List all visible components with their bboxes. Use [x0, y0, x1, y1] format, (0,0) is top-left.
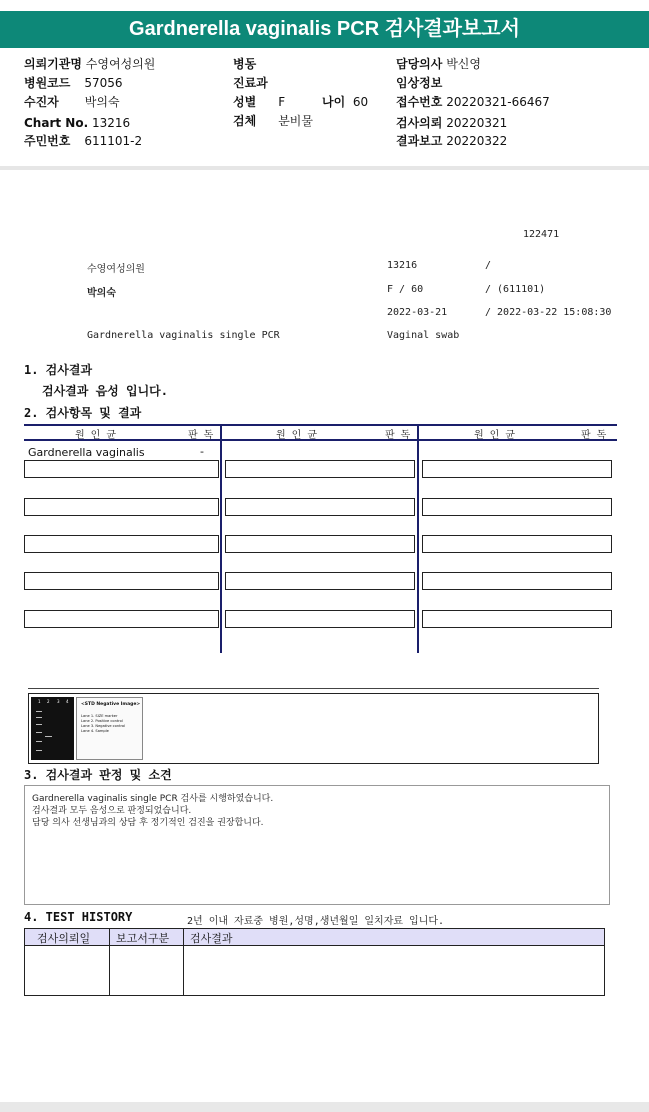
result-cell: [422, 610, 612, 628]
col1-reading-header: 판 독: [188, 430, 214, 441]
info-slash: /: [485, 260, 492, 271]
info-chart: 13216: [387, 260, 418, 271]
result-cell: [225, 610, 415, 628]
header-separator: [0, 166, 649, 170]
col2-reading-header: 판 독: [385, 430, 411, 441]
info-specimen: Vaginal swab: [387, 330, 460, 341]
report-id: 122471: [523, 229, 560, 240]
col1-organism-header: 원 인 균: [75, 430, 117, 441]
gel-top-rule: [28, 688, 599, 689]
history-table-right-border: [604, 928, 605, 996]
result-cell: [225, 535, 415, 553]
footer-bar: [0, 1102, 649, 1112]
gel-band: [36, 741, 42, 742]
result-cell: [225, 498, 415, 516]
results-table-divider-1: [220, 424, 222, 653]
info-date-reported: / 2022-03-22 15:08:30: [485, 307, 612, 318]
info-patient: 박의숙: [87, 288, 116, 299]
history-col-request-date: 검사의뢰일: [37, 932, 91, 945]
history-table-bottom-border: [24, 995, 605, 996]
result-cell: [422, 460, 612, 478]
result-cell: [24, 610, 219, 628]
gel-photo: [31, 697, 74, 760]
info-test-name: Gardnerella vaginalis single PCR: [87, 330, 280, 341]
result-cell: [24, 460, 219, 478]
gel-band: [36, 724, 42, 725]
header-specimen: 검체 분비물: [233, 114, 313, 128]
result-cell: [24, 498, 219, 516]
history-table-divider-2: [183, 928, 184, 996]
gel-band: [45, 736, 52, 737]
gel-legend-line-2: Lane 2. Positive control: [81, 719, 123, 723]
history-table-header: [24, 928, 605, 946]
gel-legend-line-1: Lane 1. SIZE marker: [81, 714, 118, 718]
gel-legend-line-3: Lane 3. Negative control: [81, 724, 126, 728]
col3-organism-header: 원 인 균: [474, 430, 516, 441]
gel-lane-2: 2: [47, 699, 50, 704]
header-institution: 의뢰기관명 수영여성의원: [24, 57, 156, 71]
col3-reading-header: 판 독: [581, 430, 607, 441]
header-receipt-no: 접수번호 20220321-66467: [396, 95, 550, 109]
col2-organism-header: 원 인 균: [276, 430, 318, 441]
gel-band: [36, 750, 42, 751]
results-table-divider-2: [417, 424, 419, 653]
section-2-title: 2. 검사항목 및 결과: [24, 406, 142, 420]
result-cell: [24, 572, 219, 590]
gel-lane-1: 1: [38, 699, 41, 704]
result-cell: [422, 535, 612, 553]
gel-legend: [76, 697, 143, 760]
history-col-report-type: 보고서구분: [116, 932, 170, 945]
result-cell: [24, 535, 219, 553]
history-table: [24, 928, 605, 996]
info-sex-age: F / 60: [387, 284, 424, 295]
section-4-title: 4. TEST HISTORY: [24, 910, 133, 924]
header-hospital-code: 병원코드 57056: [24, 76, 123, 90]
gel-band: [36, 711, 42, 712]
reading-gardnerella: -: [200, 445, 204, 458]
header-clinical-info: 임상정보: [396, 76, 443, 90]
result-cell: [422, 498, 612, 516]
history-note: 2년 이내 자료중 병원,성명,생년월일 일치자료 입니다.: [187, 916, 445, 927]
organism-gardnerella: Gardnerella vaginalis: [28, 446, 145, 459]
result-cell: [225, 572, 415, 590]
info-date-requested: 2022-03-21: [387, 307, 448, 318]
header-resident-no: 주민번호 611101-2: [24, 134, 143, 148]
header-patient: 수진자 박의숙: [24, 95, 120, 109]
opinion-line-1: Gardnerella vaginalis single PCR 검사를 시행하였습니다.: [32, 794, 274, 804]
section-3-title: 3. 검사결과 판정 및 소견: [24, 768, 172, 782]
info-birth: / (611101): [485, 284, 546, 295]
gel-legend-title: <STD Negative Image>: [81, 702, 141, 707]
opinion-line-2: 검사결과 모두 음성으로 판정되었습니다.: [32, 806, 192, 816]
history-table-left-border: [24, 928, 25, 996]
header-ward: 병동: [233, 57, 257, 71]
gel-band: [36, 732, 42, 733]
header-doctor: 담당의사 박신영: [396, 57, 481, 71]
result-cell: [225, 460, 415, 478]
header-age: 나이 60: [322, 95, 369, 109]
section-1-result: 검사결과 음성 입니다.: [42, 384, 169, 398]
header-request-date: 검사의뢰 20220321: [396, 116, 508, 130]
history-col-result: 검사결과: [190, 932, 233, 945]
gel-lane-4: 4: [66, 699, 69, 704]
gel-lane-3: 3: [57, 699, 60, 704]
header-department: 진료과: [233, 76, 268, 90]
header-sex: 성별 F: [233, 95, 286, 109]
section-1-title: 1. 검사결과: [24, 363, 93, 377]
header-report-date: 결과보고 20220322: [396, 134, 508, 148]
info-clinic: 수영여성의원: [87, 264, 145, 275]
header-chart-no: Chart No. 13216: [24, 116, 131, 130]
report-title: Gardnerella vaginalis PCR 검사결과보고서: [0, 11, 649, 48]
gel-band: [36, 717, 42, 718]
result-cell: [422, 572, 612, 590]
history-table-divider-1: [109, 928, 110, 996]
gel-legend-line-4: Lane 4. Sample: [81, 729, 109, 733]
opinion-line-3: 담당 의사 선생님과의 상담 후 정기적인 검진을 권장합니다.: [32, 818, 264, 828]
